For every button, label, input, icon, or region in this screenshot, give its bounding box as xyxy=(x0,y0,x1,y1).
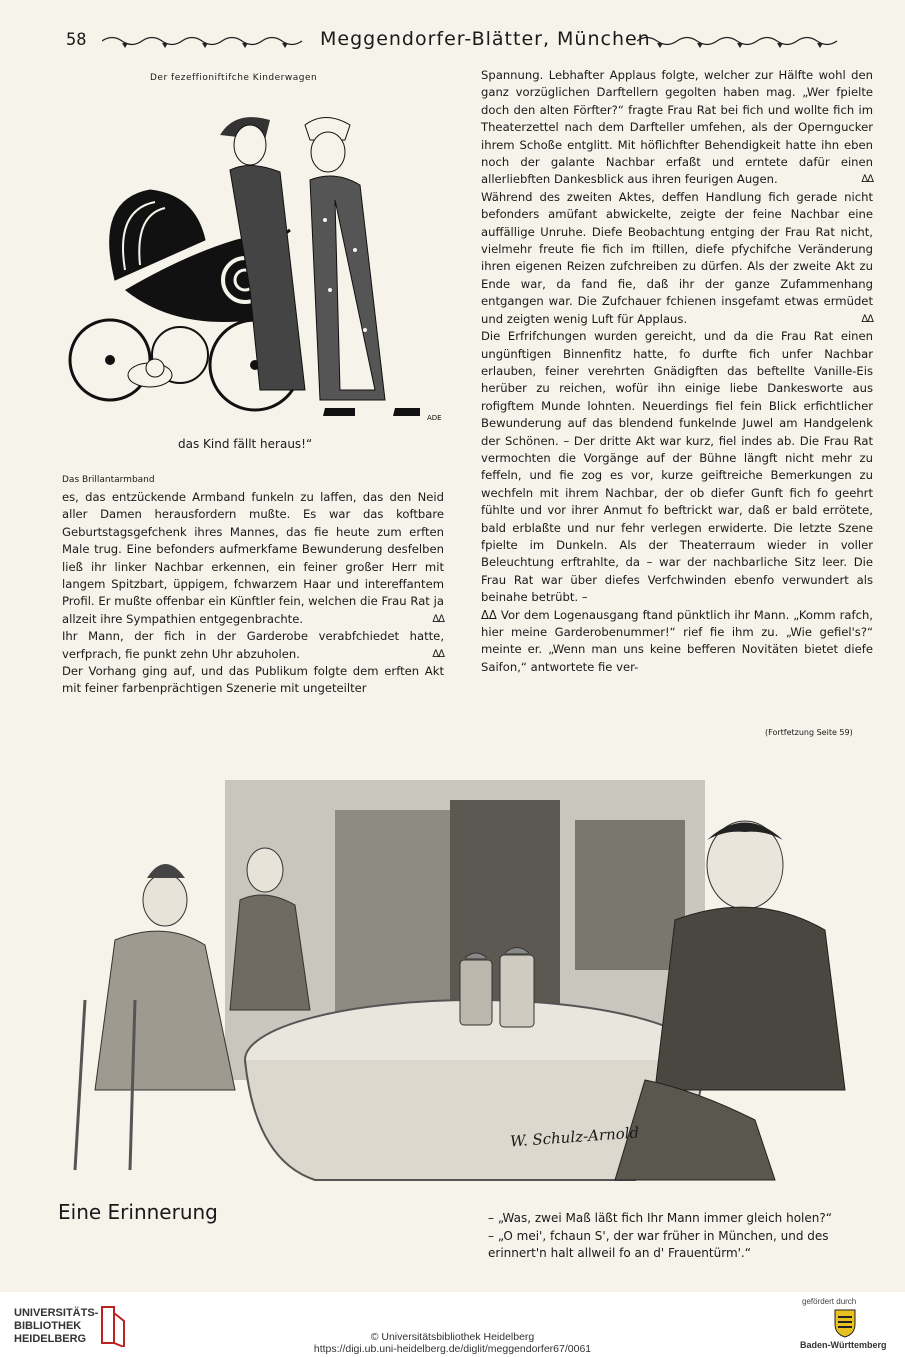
stroller-caption-top: Der fezeffioniftifche Kinderwagen xyxy=(150,73,318,83)
story-paragraph: es, das entzückende Armband funkeln zu laffen, das den Neid aller Damen herausfordern mußte. Es war das koftbare Geburtstagsgefchenk ihres Mannes, das fie heute zum erften Male trug. Eine befonders aufmerkfame Bewunderung desfelben ließ ihr linker Nachbar erkennen, ein feiner großer Herr mit langem Spitzbart, üppigem, fchwarzem Haar und intereffantem Profil. Er mußte offenbar ein Künftler fein, welchen die Frau Rat ja allzeit ihre Sympathien entgegenbrachte. ᐃᐃ xyxy=(62,489,444,628)
header-ornament-right xyxy=(637,34,842,48)
story-paragraph: Spannung. Lebhafter Applaus folgte, welcher zur Hälfte wohl den ganz vorzüglichen Darftellern gegolten haben mag. „Wer fpielte doch den alten Förfter?“ fragte Frau Rat bei fich und wollte fich im Theaterzettel nach dem Darfteller umfehen, als der Operngucker ihrem Schoße entglitt. Mit höflichfter Behendigkeit hatte ihn eben noch der galante Nachbar erfaßt und erntete dafür einen allerliebften Dankesblick aus ihren feurigen Augen. ᐃᐃ xyxy=(481,67,873,189)
copyright-notice: © Universitätsbibliothek Heidelberg xyxy=(370,1331,535,1343)
artist-signature: W. Schulz-Arnold xyxy=(509,1123,640,1151)
paragraph-mark: ᐃᐃ xyxy=(481,607,497,622)
page-number: 58 xyxy=(66,30,87,50)
sponsor-name: Baden-Württemberg xyxy=(800,1340,887,1350)
paragraph-mark: ᐃᐃ xyxy=(432,648,444,660)
cartoon-dialogue xyxy=(488,1210,868,1263)
dialogue-line: – „O mei', fchaun S', der war früher in München, und des erinnert'n halt allweil fo an d' Frauentürm'.“ xyxy=(488,1228,829,1260)
story-paragraph: Während des zweiten Aktes, deffen Handlung fich gerade nicht befonders amüfant abwickelte, zeigte der feine Nachbar eine auffällige Unruhe. Diefe Beobachtung entging der Frau Rat nicht, vielmehr freute fie fich im ftillen, diefe pfychifche Veränderung ihren eigenen Reizen zufchreiben zu dürfen. Als der zweite Akt zu Ende war, da fand fie, daß ihr der ganze Zufammenhang entgangen war. Die Zufchauer fchienen insgefamt etwas ermüdet und zeigten wenig Luft für Applaus. ᐃᐃ xyxy=(481,189,873,328)
story-left-column xyxy=(62,489,444,698)
sponsor-label: gefördert durch xyxy=(802,1297,857,1306)
stroller-illustration xyxy=(55,90,465,430)
story-paragraph: Der Vorhang ging auf, und das Publikum folgte dem erften Akt mit feiner farbenprächtigen Szenerie mit ungeteilter xyxy=(62,664,444,696)
stroller-artist-mark: ADE xyxy=(427,414,442,422)
story-right-column xyxy=(481,67,873,676)
header-title: Meggendorfer-Blätter, München xyxy=(320,28,651,50)
cartoon-title: Eine Erinnerung xyxy=(58,1200,218,1224)
paragraph-mark: ᐃᐃ xyxy=(432,613,444,625)
source-url-link[interactable]: https://digi.ub.uni-heidelberg.de/diglit/meggendorfer67/0061 xyxy=(313,1343,592,1355)
dialogue-line: – „Was, zwei Maß läßt fich Ihr Mann immer gleich holen?“ xyxy=(488,1211,832,1225)
tavern-illustration xyxy=(55,760,880,1190)
story-section-label: Das Brillantarmband xyxy=(62,475,155,485)
page-header xyxy=(62,26,868,56)
baden-wuerttemberg-crest-icon xyxy=(833,1308,857,1338)
header-ornament-left xyxy=(102,34,312,48)
story-paragraph: Die Erfrifchungen wurden gereicht, und da die Frau Rat einen ungünftigen Binnenfitz hatte, fo durfte fich unfer Nachbar erlauben, feiner verehrten Gnädigften das beftellte Vanille-Eis herüber zu reichen, wofür ihn einige liebe Dankesworte aus rofigftem Munde lohnten. Neuerdings fiel fein Blick erfichtlicher Bewunderung auf das blendend funkelnde Juwel am Handgelenk der Schönen. – Der dritte Akt war kurz, fiel indes ab. Die Frau Rat vermochten die Vorgänge auf der Bühne längft nicht mehr zu feffeln, und fie zog es vor, kurze geiftreiche Bemerkungen zu wechfeln mit ihrem Nachbar, der ob diefer Gunft fich fo geehrt fühlte und vor ihrer Anmut fo beftrickt war, daß er bald errötete, bald erblaßte und nur fehr verlegen erwiderte. Die letzte Szene fpielte im Dunkeln. Als der Theaterraum wieder in voller Beleuchtung erftrahlte, da – war der nachbarliche Sitz leer. Die Frau Rat war über diefes Verfchwinden ebenfo verwundert als beinahe betrübt. – xyxy=(481,329,873,605)
library-name: UNIVERSITÄTS- BIBLIOTHEK HEIDELBERG xyxy=(14,1307,99,1345)
story-paragraph: Ihr Mann, der fich in der Garderobe verabfchiedet hatte, verfprach, fie punkt zehn Uhr abzuholen. ᐃᐃ xyxy=(62,628,444,663)
stroller-caption-bottom: das Kind fällt heraus!“ xyxy=(178,437,313,451)
continuation-note: (Fortfetzung Seite 59) xyxy=(765,728,853,737)
story-paragraph: ᐃᐃ Vor dem Logenausgang ftand pünktlich ihr Mann. „Komm rafch, hier meine Garderobenummer!“ rief fie ihm zu. „Wie gefiel's?“ meinte er. „Wenn man uns keine befferen Novitäten bietet diefe Saifon,“ antwortete fie ver- xyxy=(481,607,873,674)
paragraph-mark: ᐃᐃ xyxy=(861,174,873,186)
paragraph-mark: ᐃᐃ xyxy=(861,313,873,325)
